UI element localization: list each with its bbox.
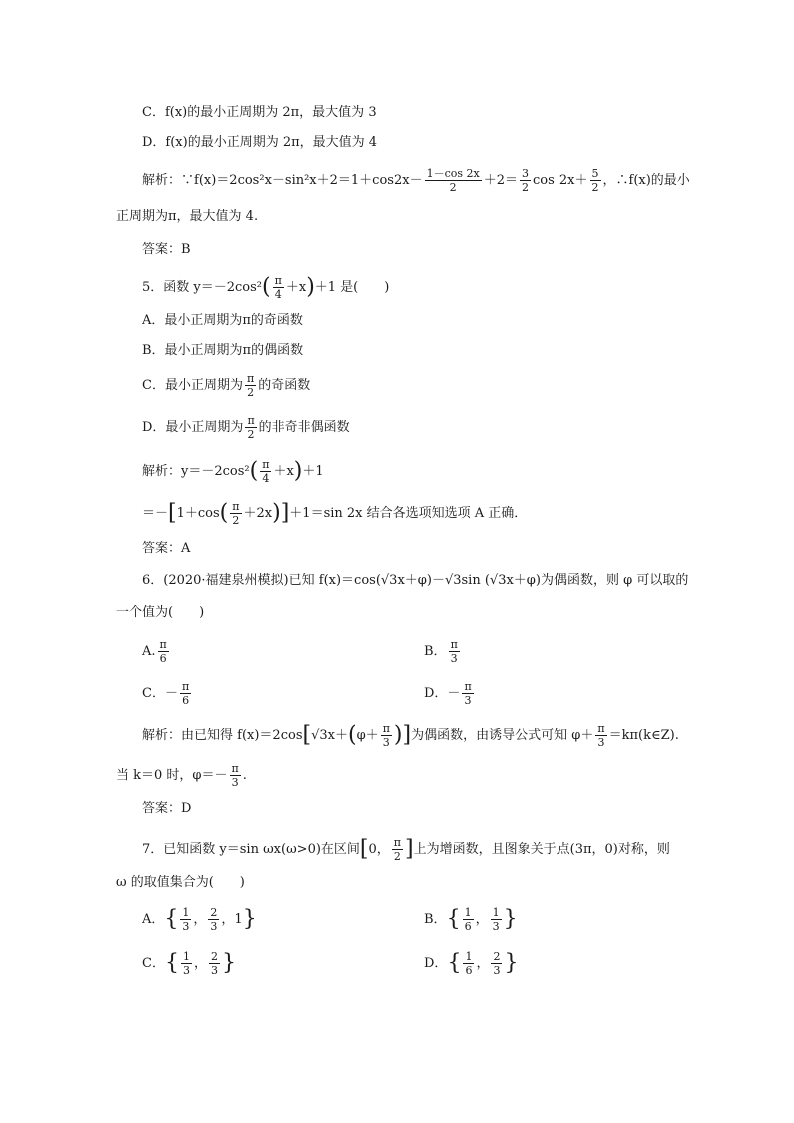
q5-solution-fraction: $\frac{\pi}{2}$: [232, 500, 240, 527]
brace-left: {: [446, 906, 461, 932]
q5-solution-label: 解析：: [142, 464, 182, 479]
paren-right: ): [272, 500, 281, 526]
q5-solution-text: ＝－: [142, 506, 169, 521]
q6-solution-text: 由已知得 f(x)＝2cos: [181, 728, 303, 743]
q5-answer: 答案：A: [142, 541, 191, 556]
q5-solution-fraction: $\frac{\pi}{4}$: [262, 458, 270, 485]
q5-solution-text: ＋2x: [243, 506, 273, 521]
q5-stem-text: ＋1 是( ): [314, 280, 390, 295]
q5-option-text: D．最小正周期为: [142, 420, 244, 435]
set-fraction: $\frac{1}{6}$: [465, 950, 473, 977]
q5-option-text: C．最小正周期为: [142, 378, 243, 393]
bracket-right: ]: [405, 836, 414, 862]
q6-solution-text: 当 k＝0 时，φ＝－: [116, 768, 228, 783]
paren-left: (: [347, 722, 357, 748]
q6-solution-fraction: $\frac{\pi}{3}$: [231, 762, 239, 789]
q6-solution-line-2: [116, 762, 247, 789]
q7-option-c: [142, 950, 236, 977]
q5-option-b: B．最小正周期为π的偶函数: [142, 343, 304, 358]
q6-option-label: A.: [142, 644, 156, 659]
set-fraction: $\frac{2}{3}$: [210, 906, 218, 933]
q7-option-c-set: [164, 950, 236, 977]
q6-solution-fraction: $\frac{\pi}{3}$: [597, 722, 605, 749]
bracket-right: ]: [402, 722, 412, 748]
q7-option-label: C．: [142, 956, 165, 971]
q5-solution-text: y＝－2cos²: [181, 464, 250, 479]
q6-option-label: C．－: [142, 686, 178, 701]
set-separator: ，: [221, 912, 235, 927]
q7-stem-fraction: $\frac{\pi}{2}$: [393, 836, 402, 863]
q7-option-label: B．: [424, 912, 447, 927]
q6-solution-text: φ＋: [356, 728, 379, 743]
q4-solution-text: ，∴f(x)的最小: [602, 173, 690, 188]
brace-right: }: [504, 950, 519, 976]
q5-stem-fraction: $\frac{\pi}{4}$: [274, 274, 282, 301]
q6-stem-line-1: 6．(2020·福建泉州模拟)已知 f(x)＝cos(√3x＋φ)－√3sin (√3x＋φ)为偶函数，则 φ 可以取的: [142, 573, 689, 588]
q6-option-b: [424, 638, 462, 665]
q4-solution-line-2: 正周期为π，最大值为 4.: [116, 209, 259, 224]
q6-solution-line-1: [142, 722, 679, 749]
paren-right: ): [306, 274, 315, 300]
q6-option-d: [424, 680, 476, 707]
q5-option-c: [142, 372, 310, 399]
set-separator: ，: [475, 912, 489, 927]
q7-stem-line-2: ω 的取值集合为( ): [116, 875, 245, 890]
bracket-left: [: [359, 836, 369, 862]
q7-option-d: [424, 950, 518, 977]
paren-right: ): [293, 458, 303, 484]
q7-option-b-set: [446, 906, 518, 933]
q6-solution-text: ＝kπ(k∈Z).: [608, 728, 679, 743]
q5-option-a: A．最小正周期为π的奇函数: [142, 313, 303, 328]
q7-option-label: D．: [424, 956, 448, 971]
q6-option-label: D．－: [424, 686, 461, 701]
q7-stem-text: 7．已知函数 y＝sin ωx(ω>0)在区间: [142, 842, 360, 857]
brace-right: }: [503, 906, 518, 932]
q4-fraction-3: $\frac{5}{2}$: [591, 167, 599, 194]
set-fraction: $\frac{2}{3}$: [493, 950, 501, 977]
q4-fraction-2: $\frac{3}{2}$: [522, 167, 529, 194]
q7-option-b: [424, 906, 518, 933]
set-fraction: $\frac{1}{6}$: [464, 906, 472, 933]
bracket-right: ]: [280, 500, 290, 526]
q5-option-d: [142, 414, 350, 441]
q6-option-c: [142, 680, 193, 707]
q7-option-a-set: [164, 906, 257, 933]
q6-option-b-fraction: $\frac{\pi}{3}$: [450, 638, 458, 665]
paren-left: (: [219, 500, 229, 526]
q4-answer: 答案：B: [142, 242, 191, 257]
paren-left: (: [262, 274, 271, 300]
q6-solution-fraction: $\frac{\pi}{3}$: [382, 722, 390, 749]
q5-solution-text: ＋1＝sin 2x 结合各选项知选项 A 正确．: [289, 506, 528, 521]
q4-solution-text: ∵f(x)＝2cos²x－sin²x＋2＝1＋cos2x－: [181, 173, 423, 188]
brace-right: }: [221, 950, 236, 976]
q5-stem-text: ＋x: [285, 280, 307, 295]
q6-solution-label: 解析：: [142, 728, 182, 743]
q4-solution-text: ＋2＝: [483, 173, 518, 188]
q7-option-a: [142, 906, 257, 933]
q4-fraction-1: $\frac{1-\cos 2x}{2}$: [426, 167, 480, 194]
q6-stem-line-2: 一个值为( ): [116, 605, 205, 620]
set-fraction: $\frac{1}{3}$: [182, 950, 190, 977]
q4-solution-label: 解析：: [142, 173, 182, 188]
q5-solution-text: ＋1: [302, 464, 324, 479]
q6-option-c-fraction: $\frac{\pi}{6}$: [181, 680, 190, 707]
q6-answer: 答案：D: [142, 801, 192, 816]
q4-option-d: D．f(x)的最小正周期为 2π，最大值为 4: [142, 135, 378, 150]
q7-option-label: A．: [142, 912, 165, 927]
q5-stem-text: 5．函数 y＝－2cos²: [142, 280, 263, 295]
q5-solution-line-2: [142, 500, 527, 527]
set-fraction: $\frac{2}{3}$: [210, 950, 218, 977]
paren-left: (: [249, 458, 259, 484]
brace-right: }: [242, 906, 257, 932]
q6-solution-text: √3x＋: [311, 728, 348, 743]
brace-left: {: [447, 950, 462, 976]
q7-stem-text: 上为增函数，且图象关于点(3π，0)对称，则: [413, 842, 670, 857]
q5-stem: [142, 274, 389, 301]
paren-right: ): [393, 722, 403, 748]
q6-solution-text: .: [242, 768, 247, 783]
set-fraction: $\frac{1}{3}$: [492, 906, 500, 933]
bracket-left: [: [302, 722, 312, 748]
q7-stem-line-1: [142, 836, 670, 863]
q5-option-c-fraction: $\frac{\pi}{2}$: [246, 372, 255, 399]
q4-solution-line-1: [142, 167, 690, 194]
q4-option-c: C．f(x)的最小正周期为 2π，最大值为 3: [142, 105, 377, 120]
q6-option-d-fraction: $\frac{\pi}{3}$: [464, 680, 472, 707]
q5-solution-text: 1＋cos: [176, 506, 220, 521]
set-element: 1: [234, 912, 243, 927]
q4-solution-text: cos 2x＋: [533, 173, 588, 188]
set-separator: ，: [476, 956, 490, 971]
set-separator: ，: [193, 912, 207, 927]
q5-solution-text: ＋x: [273, 464, 294, 479]
q5-solution-line-1: [142, 458, 324, 485]
q6-option-a-fraction: $\frac{\pi}{6}$: [159, 638, 167, 665]
bracket-left: [: [168, 500, 177, 526]
q6-solution-text: 为偶函数，由诱导公式可知 φ＋: [411, 728, 594, 743]
q7-option-d-set: [447, 950, 519, 977]
q5-option-text: 的非奇非偶函数: [258, 420, 350, 435]
set-fraction: $\frac{1}{3}$: [182, 906, 190, 933]
q7-stem-text: 0，: [368, 842, 390, 857]
q5-option-d-fraction: $\frac{\pi}{2}$: [247, 414, 255, 441]
brace-left: {: [164, 950, 179, 976]
q6-option-label: B．: [424, 644, 447, 659]
brace-left: {: [164, 906, 179, 932]
set-separator: ，: [193, 956, 207, 971]
q5-option-text: 的奇函数: [258, 378, 311, 393]
q6-option-a: [142, 638, 171, 665]
